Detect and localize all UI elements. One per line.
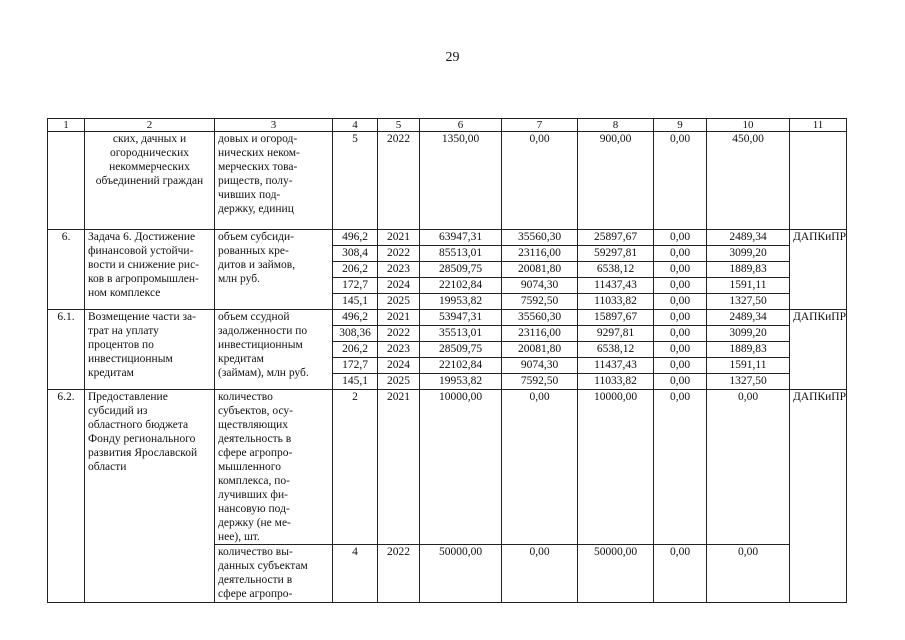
year: 2022 (378, 246, 419, 262)
text-line: трат на уплату (88, 325, 159, 337)
cell-value: 5 (333, 132, 378, 230)
year: 2021 (378, 230, 419, 246)
amount: 19953,82 (438, 295, 483, 307)
cell-col8: 10000,00 (578, 390, 654, 545)
col-header-7: 7 (502, 119, 578, 132)
text-line: данных субъектам (218, 560, 308, 572)
text-line: субъектов, осу- (218, 405, 293, 417)
text-line: Возмещение части за- (88, 311, 196, 323)
text-line: ществляющих (218, 419, 289, 431)
cell-col7: 0,00 (502, 390, 578, 545)
value: 145,1 (342, 295, 368, 307)
year: 2025 (387, 295, 410, 307)
cell-indicator (215, 390, 333, 545)
column-number-row (48, 119, 847, 132)
cell-value-list (333, 310, 378, 390)
text-line: областного бюджета (88, 419, 189, 431)
text-line: нансовую под- (218, 503, 290, 515)
cell-year: 2022 (378, 132, 420, 230)
year: 2023 (378, 262, 419, 278)
table-row-measure-6-1 (48, 310, 847, 390)
amount: 15897,67 (578, 310, 653, 326)
text-line: Предоставление (88, 391, 168, 403)
table-row-task-6 (48, 230, 847, 310)
cell-value: 2 (333, 390, 378, 545)
amount: 0,00 (654, 342, 706, 358)
text-line: ков в агропромышлен- (88, 273, 199, 285)
value: 206,2 (333, 342, 377, 358)
text-line: деятельности в (218, 574, 293, 586)
cell-measure-name (85, 230, 215, 310)
cell-number: 6.1. (48, 310, 85, 390)
text-line: объединений граждан (95, 175, 204, 187)
amount: 23116,00 (502, 246, 577, 262)
col-header-3: 3 (215, 119, 333, 132)
cell-col9-list (654, 310, 707, 390)
cell-total: 50000,00 (420, 545, 502, 603)
text-line: лучивших фи- (218, 489, 288, 501)
text-line: ном комплексе (88, 287, 161, 299)
cell-col9: 0,00 (654, 132, 707, 230)
amount: 25897,67 (578, 230, 653, 246)
col-header-5: 5 (378, 119, 420, 132)
text-line: процентов по (88, 339, 154, 351)
amount: 0,00 (669, 375, 691, 387)
text-line: нее), шт. (218, 531, 260, 543)
year: 2021 (378, 310, 419, 326)
value: 496,2 (333, 310, 377, 326)
program-measures-table (47, 118, 847, 603)
cell-indicator (215, 132, 333, 230)
text-line: довых и огород- (218, 133, 298, 145)
cell-number: 6. (48, 230, 85, 310)
text-line: области (88, 461, 127, 473)
cell-col9-list (654, 230, 707, 310)
amount: 22102,84 (420, 358, 501, 374)
cell-measure-name (85, 390, 215, 603)
col-header-4: 4 (333, 119, 378, 132)
value: 308,4 (333, 246, 377, 262)
year: 2022 (378, 326, 419, 342)
amount: 11437,43 (578, 278, 653, 294)
text-line: деятельность в (218, 433, 292, 445)
text-line: субсидий из (88, 405, 148, 417)
cell-number (48, 132, 85, 230)
cell-year-list (378, 310, 420, 390)
page-number: 29 (445, 50, 460, 65)
table-row-continuation (48, 132, 847, 230)
cell-col9: 0,00 (654, 545, 707, 603)
col-header-8: 8 (578, 119, 654, 132)
text-line: инвестиционным (218, 339, 303, 351)
year: 2024 (378, 278, 419, 294)
amount: 63947,31 (420, 230, 501, 246)
text-line: кредитам (218, 353, 264, 365)
amount: 1889,83 (707, 262, 789, 278)
amount: 11437,43 (578, 358, 653, 374)
cell-indicator (215, 230, 333, 310)
text-line: некоммерческих (109, 161, 190, 173)
cell-col10: 0,00 (707, 390, 790, 545)
value: 496,2 (333, 230, 377, 246)
amount: 1591,11 (707, 358, 789, 374)
text-line: задолженности по (218, 325, 308, 337)
cell-value: 4 (333, 545, 378, 603)
text-line: Задача 6. Достижение (88, 231, 196, 243)
text-line: держку (не ме- (218, 517, 291, 529)
cell-col8: 900,00 (578, 132, 654, 230)
cell-year: 2021 (378, 390, 420, 545)
text-line: количество вы- (218, 546, 293, 558)
amount: 20081,80 (502, 342, 577, 358)
amount: 22102,84 (420, 278, 501, 294)
text-line: объем ссудной (218, 311, 290, 323)
amount: 35560,30 (502, 310, 577, 326)
amount: 35560,30 (502, 230, 577, 246)
amount: 0,00 (654, 278, 706, 294)
amount: 6538,12 (578, 342, 653, 358)
year: 2024 (378, 358, 419, 374)
text-line: держку, единиц (218, 203, 294, 215)
col-header-11: 11 (790, 119, 847, 132)
amount: 3099,20 (707, 246, 789, 262)
text-line: млн руб. (218, 273, 260, 285)
cell-col7-list (502, 310, 578, 390)
amount: 9074,30 (502, 278, 577, 294)
amount: 0,00 (654, 326, 706, 342)
cell-indicator (215, 545, 333, 603)
text-line: объем субсиди- (218, 231, 295, 243)
amount: 20081,80 (502, 262, 577, 278)
text-line: огороднических (109, 147, 190, 159)
text-line: чивших под- (218, 189, 281, 201)
text-line: финансовой устойчи- (88, 245, 194, 257)
year: 2023 (378, 342, 419, 358)
cell-col7: 0,00 (502, 132, 578, 230)
cell-total: 10000,00 (420, 390, 502, 545)
cell-col10: 450,00 (707, 132, 790, 230)
text-line: риществ, полу- (218, 175, 293, 187)
value: 172,7 (333, 358, 377, 374)
cell-col8: 50000,00 (578, 545, 654, 603)
amount: 1591,11 (707, 278, 789, 294)
text-line: сфере агропро- (218, 588, 293, 600)
col-header-2: 2 (85, 119, 215, 132)
text-line: мерческих това- (218, 161, 298, 173)
value: 308,36 (333, 326, 377, 342)
amount: 1327,50 (729, 295, 767, 307)
amount: 0,00 (654, 262, 706, 278)
amount: 85513,01 (420, 246, 501, 262)
cell-measure-name (85, 310, 215, 390)
text-line: дитов и займов, (218, 259, 296, 271)
amount: 28509,75 (420, 342, 501, 358)
amount: 6538,12 (578, 262, 653, 278)
text-line: развития Ярославской (88, 447, 198, 459)
amount: 2489,34 (707, 230, 789, 246)
value: 172,7 (333, 278, 377, 294)
amount: 1327,50 (729, 375, 767, 387)
amount: 53947,31 (420, 310, 501, 326)
text-line: количество (218, 391, 273, 403)
amount: 11033,82 (594, 375, 637, 387)
cell-executor: ДАПКиПР (790, 390, 847, 603)
amount: 9074,30 (502, 358, 577, 374)
cell-col10-list (707, 310, 790, 390)
cell-total: 1350,00 (420, 132, 502, 230)
cell-indicator (215, 310, 333, 390)
cell-executor: ДАПКиПР (790, 310, 847, 390)
col-header-1: 1 (48, 119, 85, 132)
col-header-9: 9 (654, 119, 707, 132)
cell-measure-name (85, 132, 215, 230)
amount: 23116,00 (502, 326, 577, 342)
col-header-10: 10 (707, 119, 790, 132)
value: 206,2 (333, 262, 377, 278)
cell-total-list (420, 310, 502, 390)
cell-col8-list (578, 310, 654, 390)
text-line: Фонду регионального (88, 433, 196, 445)
table-row-measure-6-2 (48, 390, 847, 545)
amount: 2489,34 (707, 310, 789, 326)
cell-col10-list (707, 230, 790, 310)
amount: 7592,50 (520, 295, 559, 307)
amount: 19953,82 (438, 375, 483, 387)
cell-col7: 0,00 (502, 545, 578, 603)
cell-col7-list (502, 230, 578, 310)
amount: 1889,83 (707, 342, 789, 358)
amount: 35513,01 (420, 326, 501, 342)
text-line: (займам), млн руб. (218, 367, 309, 379)
cell-year: 2022 (378, 545, 420, 603)
amount: 0,00 (654, 246, 706, 262)
amount: 59297,81 (578, 246, 653, 262)
cell-executor (790, 132, 847, 230)
amount: 9297,81 (578, 326, 653, 342)
year: 2025 (387, 375, 410, 387)
cell-col8-list (578, 230, 654, 310)
text-line: рованных кре- (218, 245, 289, 257)
cell-year-list (378, 230, 420, 310)
amount: 0,00 (669, 295, 691, 307)
cell-col9: 0,00 (654, 390, 707, 545)
cell-number: 6.2. (48, 390, 85, 603)
text-line: инвестиционным (88, 353, 173, 365)
text-line: сфере агропро- (218, 447, 293, 459)
amount: 0,00 (654, 230, 706, 246)
cell-total-list (420, 230, 502, 310)
cell-value-list (333, 230, 378, 310)
amount: 11033,82 (594, 295, 637, 307)
col-header-6: 6 (420, 119, 502, 132)
text-line: мышленного (218, 461, 281, 473)
cell-col10: 0,00 (707, 545, 790, 603)
text-line: ских, дачных и (112, 133, 187, 145)
amount: 28509,75 (420, 262, 501, 278)
text-line: вости и снижение рис- (88, 259, 200, 271)
amount: 0,00 (654, 310, 706, 326)
text-line: кредитам (88, 367, 134, 379)
value: 145,1 (342, 375, 368, 387)
amount: 7592,50 (520, 375, 559, 387)
amount: 3099,20 (707, 326, 789, 342)
text-line: нических неком- (218, 147, 300, 159)
amount: 0,00 (654, 358, 706, 374)
cell-executor: ДАПКиПР (790, 230, 847, 310)
text-line: комплекса, по- (218, 475, 290, 487)
